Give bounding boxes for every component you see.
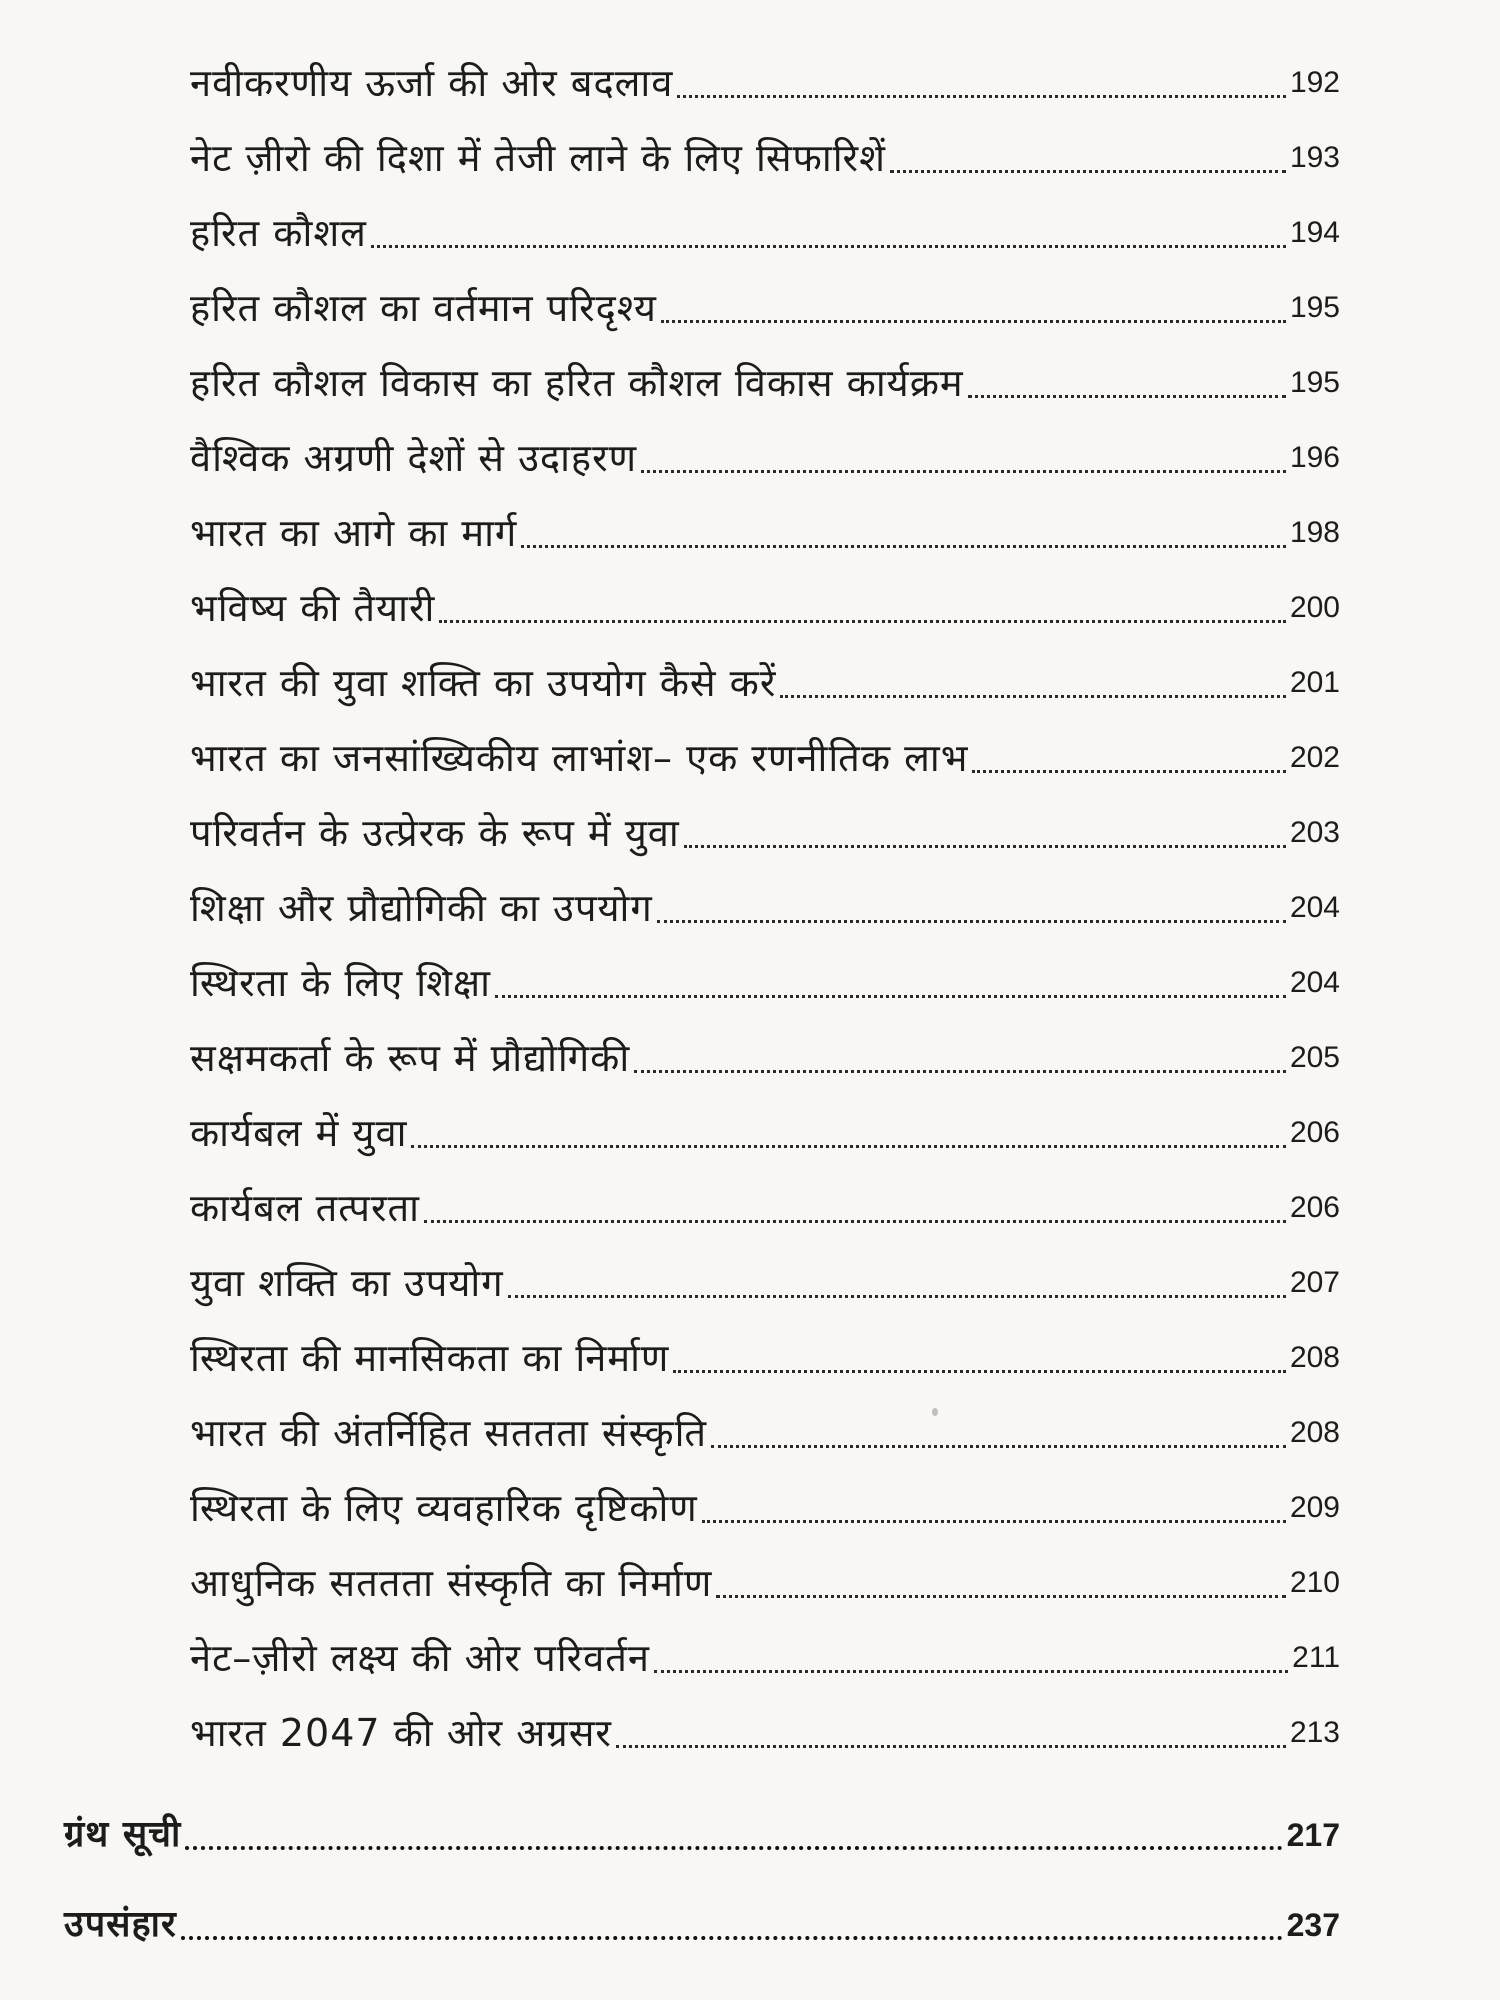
toc-entry-page-number: 210 bbox=[1289, 1566, 1340, 1599]
toc-entry-title: कार्यबल में युवा bbox=[190, 1111, 408, 1155]
toc-entry[interactable] bbox=[190, 1548, 1340, 1608]
toc-entry-page-number: 194 bbox=[1289, 216, 1340, 249]
toc-entry[interactable] bbox=[190, 1473, 1340, 1533]
toc-entry-page-number: 205 bbox=[1289, 1041, 1340, 1074]
toc-entry-title: नवीकरणीय ऊर्जा की ओर बदलाव bbox=[190, 61, 674, 105]
toc-entry[interactable] bbox=[190, 423, 1340, 483]
toc-entry[interactable] bbox=[190, 1248, 1340, 1308]
toc-section-title: ग्रंथ सूची bbox=[64, 1814, 182, 1855]
toc-entry-page-number: 202 bbox=[1289, 741, 1340, 774]
dot-leader bbox=[181, 1936, 1283, 1940]
toc-entry-title: भारत का आगे का मार्ग bbox=[190, 511, 518, 555]
toc-entry-page-number: 208 bbox=[1289, 1341, 1340, 1374]
dot-leader bbox=[702, 1520, 1286, 1523]
toc-entry-page-number: 208 bbox=[1289, 1416, 1340, 1449]
toc-entry-page-number: 213 bbox=[1289, 1716, 1340, 1749]
toc-entry-page-number: 203 bbox=[1289, 816, 1340, 849]
toc-section-page-number: 217 bbox=[1286, 1817, 1340, 1853]
toc-entry[interactable] bbox=[190, 273, 1340, 333]
toc-entry[interactable] bbox=[190, 123, 1340, 183]
toc-section-page-number: 237 bbox=[1286, 1907, 1340, 1943]
toc-entry-title: सक्षमकर्ता के रूप में प्रौद्योगिकी bbox=[190, 1036, 631, 1080]
dot-leader bbox=[185, 1846, 1282, 1850]
toc-entry[interactable] bbox=[190, 1173, 1340, 1233]
toc-entry-title: परिवर्तन के उत्प्रेरक के रूप में युवा bbox=[190, 811, 680, 855]
toc-entry-page-number: 209 bbox=[1289, 1491, 1340, 1524]
dot-leader bbox=[677, 95, 1286, 98]
toc-entry[interactable] bbox=[190, 1623, 1340, 1683]
toc-entry-page-number: 192 bbox=[1289, 66, 1340, 99]
dot-leader bbox=[673, 1370, 1286, 1373]
toc-entry-title: स्थिरता के लिए व्यवहारिक दृष्टिकोण bbox=[190, 1486, 698, 1530]
toc-entry[interactable] bbox=[190, 648, 1340, 708]
dot-leader bbox=[424, 1220, 1286, 1223]
toc-entry[interactable] bbox=[190, 48, 1340, 108]
dot-leader bbox=[411, 1145, 1286, 1148]
dot-leader bbox=[716, 1595, 1286, 1598]
toc-entry-title: वैश्विक अग्रणी देशों से उदाहरण bbox=[190, 436, 638, 480]
toc-entry-title: भारत की युवा शक्ति का उपयोग कैसे करें bbox=[190, 661, 777, 705]
toc-entry-page-number: 204 bbox=[1289, 891, 1340, 924]
toc-entry[interactable] bbox=[190, 1023, 1340, 1083]
toc-entry[interactable] bbox=[190, 498, 1340, 558]
toc-entry[interactable] bbox=[190, 1698, 1340, 1758]
dot-leader bbox=[371, 245, 1286, 248]
dot-leader bbox=[508, 1295, 1286, 1298]
dot-leader bbox=[634, 1070, 1286, 1073]
toc-entry-title: भारत का जनसांख्यिकीय लाभांश– एक रणनीतिक लाभ bbox=[190, 736, 969, 780]
toc-entry-title: आधुनिक सततता संस्कृति का निर्माण bbox=[190, 1561, 713, 1605]
dot-leader bbox=[661, 320, 1286, 323]
toc-entry[interactable] bbox=[190, 723, 1340, 783]
dot-leader bbox=[711, 1445, 1286, 1448]
toc-entry-title: कार्यबल तत्परता bbox=[190, 1186, 421, 1230]
dot-leader bbox=[968, 395, 1286, 398]
toc-entry[interactable] bbox=[190, 573, 1340, 633]
toc-entry-page-number: 195 bbox=[1289, 291, 1340, 324]
toc-entry-title: हरित कौशल विकास का हरित कौशल विकास कार्यक्रम bbox=[190, 361, 964, 405]
toc-entry-title: भविष्य की तैयारी bbox=[190, 586, 436, 630]
toc-entry[interactable] bbox=[190, 873, 1340, 933]
dot-leader bbox=[654, 1670, 1288, 1673]
paper-speck bbox=[932, 1408, 938, 1416]
dot-leader bbox=[641, 470, 1286, 473]
toc-entry-title: युवा शक्ति का उपयोग bbox=[190, 1261, 504, 1305]
toc-entry-title: भारत 2047 की ओर अग्रसर bbox=[190, 1711, 612, 1755]
dot-leader bbox=[616, 1745, 1286, 1748]
toc-entry-page-number: 211 bbox=[1292, 1641, 1340, 1674]
toc-entry-page-number: 201 bbox=[1289, 666, 1340, 699]
dot-leader bbox=[521, 545, 1286, 548]
toc-entry-title: शिक्षा और प्रौद्योगिकी का उपयोग bbox=[190, 886, 653, 930]
toc-entry[interactable] bbox=[190, 1323, 1340, 1383]
toc-entry-page-number: 206 bbox=[1289, 1191, 1340, 1224]
toc-entry-page-number: 196 bbox=[1289, 441, 1340, 474]
dot-leader bbox=[972, 770, 1286, 773]
dot-leader bbox=[495, 995, 1286, 998]
toc-entry-page-number: 198 bbox=[1289, 516, 1340, 549]
dot-leader bbox=[890, 170, 1286, 173]
toc-section[interactable] bbox=[64, 1890, 1340, 1950]
toc-entry-page-number: 200 bbox=[1289, 591, 1340, 624]
toc-entry-title: हरित कौशल का वर्तमान परिदृश्य bbox=[190, 286, 657, 330]
toc-section[interactable] bbox=[64, 1800, 1340, 1860]
dot-leader bbox=[439, 620, 1286, 623]
toc-entry-page-number: 193 bbox=[1289, 141, 1340, 174]
toc-entry[interactable] bbox=[190, 198, 1340, 258]
toc-entry[interactable] bbox=[190, 1098, 1340, 1158]
toc-entry-title: हरित कौशल bbox=[190, 211, 367, 255]
dot-leader bbox=[780, 695, 1286, 698]
dot-leader bbox=[684, 845, 1286, 848]
toc-entry-title: स्थिरता की मानसिकता का निर्माण bbox=[190, 1336, 670, 1380]
toc-entry-page-number: 204 bbox=[1289, 966, 1340, 999]
dot-leader bbox=[657, 920, 1286, 923]
toc-entry-title: नेट ज़ीरो की दिशा में तेजी लाने के लिए सिफारिशें bbox=[190, 136, 886, 180]
toc-entry-title: भारत की अंतर्निहित सततता संस्कृति bbox=[190, 1411, 708, 1455]
toc-entry[interactable] bbox=[190, 348, 1340, 408]
toc-entry[interactable] bbox=[190, 798, 1340, 858]
toc-entry[interactable] bbox=[190, 948, 1340, 1008]
toc-entry-title: स्थिरता के लिए शिक्षा bbox=[190, 961, 492, 1005]
toc-entry-page-number: 195 bbox=[1289, 366, 1340, 399]
toc-entry-page-number: 206 bbox=[1289, 1116, 1340, 1149]
toc-entry-title: नेट–ज़ीरो लक्ष्य की ओर परिवर्तन bbox=[190, 1636, 650, 1680]
toc-entry[interactable] bbox=[190, 1398, 1340, 1458]
toc-entry-page-number: 207 bbox=[1289, 1266, 1340, 1299]
toc-section-title: उपसंहार bbox=[64, 1904, 177, 1945]
